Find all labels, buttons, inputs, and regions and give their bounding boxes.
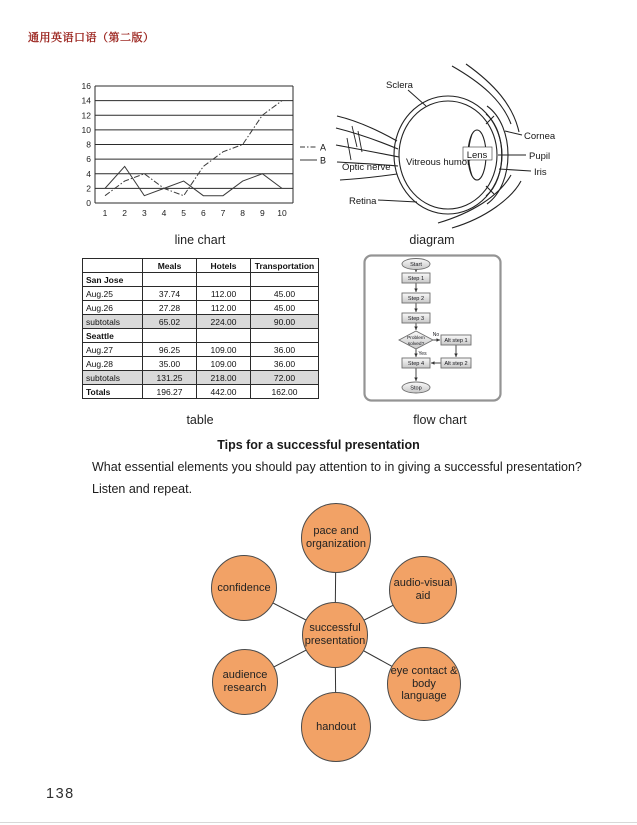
table-row [83, 371, 319, 385]
table-cell: 442.00 [197, 385, 251, 399]
table-row [83, 287, 319, 301]
table-cell: 109.00 [197, 357, 251, 371]
table-row [83, 301, 319, 315]
table-cell: 112.00 [197, 287, 251, 301]
caption-line-chart: line chart [174, 233, 226, 247]
caption-flow-chart: flow chart [413, 413, 467, 427]
label-retina: Retina [349, 196, 377, 207]
node-alt1: Alt step 1 [444, 338, 468, 344]
table-cell [143, 329, 197, 343]
mindmap-node-audio-visual: audio-visual aid [389, 556, 457, 624]
x-tick-label: 5 [181, 208, 187, 218]
table-row-label: subtotals [83, 315, 143, 329]
page-number: 138 [46, 786, 75, 802]
table-cell [251, 329, 319, 343]
table-row-label: Aug.25 [83, 287, 143, 301]
edge-label-no: No [432, 332, 440, 338]
x-tick-label: 1 [102, 208, 108, 218]
label-iris: Iris [534, 167, 547, 178]
y-tick-label: 8 [86, 139, 91, 150]
mindmap-center-node: successful presentation [302, 602, 368, 668]
line-chart [75, 78, 337, 230]
node-stop: Stop [410, 385, 422, 392]
table-row [83, 315, 319, 329]
x-tick-label: 10 [277, 208, 287, 218]
table-row-label: Aug.28 [83, 357, 143, 371]
mindmap-node-handout: handout [301, 692, 371, 762]
table-cell: 45.00 [251, 301, 319, 315]
section-title: Tips for a successful presentation [217, 438, 420, 452]
x-tick-label: 4 [161, 208, 167, 218]
label-optic-nerve: Optic nerve [342, 162, 391, 173]
caption-table: table [186, 413, 214, 427]
table-cell: 162.00 [251, 385, 319, 399]
section-body-line2: Listen and repeat. [92, 482, 193, 496]
table-row-label: Aug.26 [83, 301, 143, 315]
table-cell [197, 273, 251, 287]
y-tick-label: 0 [86, 198, 91, 208]
x-tick-label: 2 [122, 208, 128, 218]
table-cell: 27.28 [143, 301, 197, 315]
x-tick-label: 3 [141, 208, 147, 218]
table-row-label: Seattle [83, 329, 143, 343]
table-cell: 224.00 [197, 315, 251, 329]
table-row [83, 343, 319, 357]
flowchart-panel [365, 256, 501, 401]
table-cell: 96.25 [143, 343, 197, 357]
table-cell: 109.00 [197, 343, 251, 357]
table-cell [143, 273, 197, 287]
mindmap-node-eye-contact: eye contact & body language [387, 647, 461, 721]
table-cell: 36.00 [251, 357, 319, 371]
node-step2: Step 2 [407, 296, 425, 302]
table-header-cell: Transportation [251, 259, 319, 273]
legend-label-B: B [320, 155, 327, 166]
node-alt2: Alt step 2 [444, 361, 468, 367]
mindmap-node-audience: audience research [212, 649, 278, 715]
table-row-label: subtotals [83, 371, 143, 385]
node-step3: Step 3 [407, 316, 425, 322]
legend-label-A: A [320, 142, 327, 153]
eye-diagram [330, 63, 565, 231]
node-step1: Step 1 [407, 276, 425, 282]
section-body-line1: What essential elements you should pay attention to in giving a successful presentation? [92, 460, 582, 474]
table-row [83, 329, 319, 343]
table-row [83, 273, 319, 287]
table-cell: 218.00 [197, 371, 251, 385]
table-row [83, 357, 319, 371]
node-step4: Step 4 [407, 361, 425, 367]
table-cell: 131.25 [143, 371, 197, 385]
table-cell: 36.00 [251, 343, 319, 357]
label-cornea: Cornea [524, 131, 556, 142]
node-decision-line2: solved? [407, 342, 425, 347]
flow-chart [363, 254, 502, 402]
table-header [83, 259, 319, 273]
table-header-cell [83, 259, 143, 273]
table-cell: 35.00 [143, 357, 197, 371]
x-tick-label: 6 [200, 208, 206, 218]
y-tick-label: 12 [81, 110, 91, 121]
table-row-label: Aug.27 [83, 343, 143, 357]
caption-diagram: diagram [409, 233, 455, 247]
y-tick-label: 4 [86, 168, 91, 179]
node-start: Start [410, 262, 422, 268]
x-tick-label: 7 [220, 208, 226, 218]
bottom-rule [0, 822, 637, 823]
table-row-label: Totals [83, 385, 143, 399]
table-cell: 196.27 [143, 385, 197, 399]
y-tick-label: 14 [81, 95, 91, 106]
mindmap-node-confidence: confidence [211, 555, 277, 621]
label-sclera: Sclera [386, 80, 413, 91]
y-tick-label: 10 [81, 124, 91, 135]
table-cell: 90.00 [251, 315, 319, 329]
table-cell: 65.02 [143, 315, 197, 329]
table-cell: 72.00 [251, 371, 319, 385]
mindmap-node-pace: pace and organization [301, 503, 371, 573]
x-tick-label: 9 [259, 208, 265, 218]
table-cell: 45.00 [251, 287, 319, 301]
table-cell: 112.00 [197, 301, 251, 315]
label-pupil: Pupil [529, 151, 551, 162]
table-header-cell: Meals [143, 259, 197, 273]
label-lens: Lens [466, 150, 488, 161]
x-tick-label: 8 [240, 208, 246, 218]
table-cell: 37.74 [143, 287, 197, 301]
page-header: 通用英语口语（第二版） [28, 32, 155, 44]
table-header-cell: Hotels [197, 259, 251, 273]
y-tick-label: 16 [81, 81, 91, 91]
expenses-table [82, 258, 319, 399]
table-cell [197, 329, 251, 343]
node-decision-line1: Problem [407, 336, 425, 341]
label-vitreous-humor: Vitreous humor [406, 157, 471, 168]
table-row [83, 385, 319, 399]
table-cell [251, 273, 319, 287]
y-tick-label: 2 [86, 183, 91, 194]
y-tick-label: 6 [86, 154, 91, 165]
edge-label-yes: Yes [418, 351, 427, 357]
table-row-label: San Jose [83, 273, 143, 287]
